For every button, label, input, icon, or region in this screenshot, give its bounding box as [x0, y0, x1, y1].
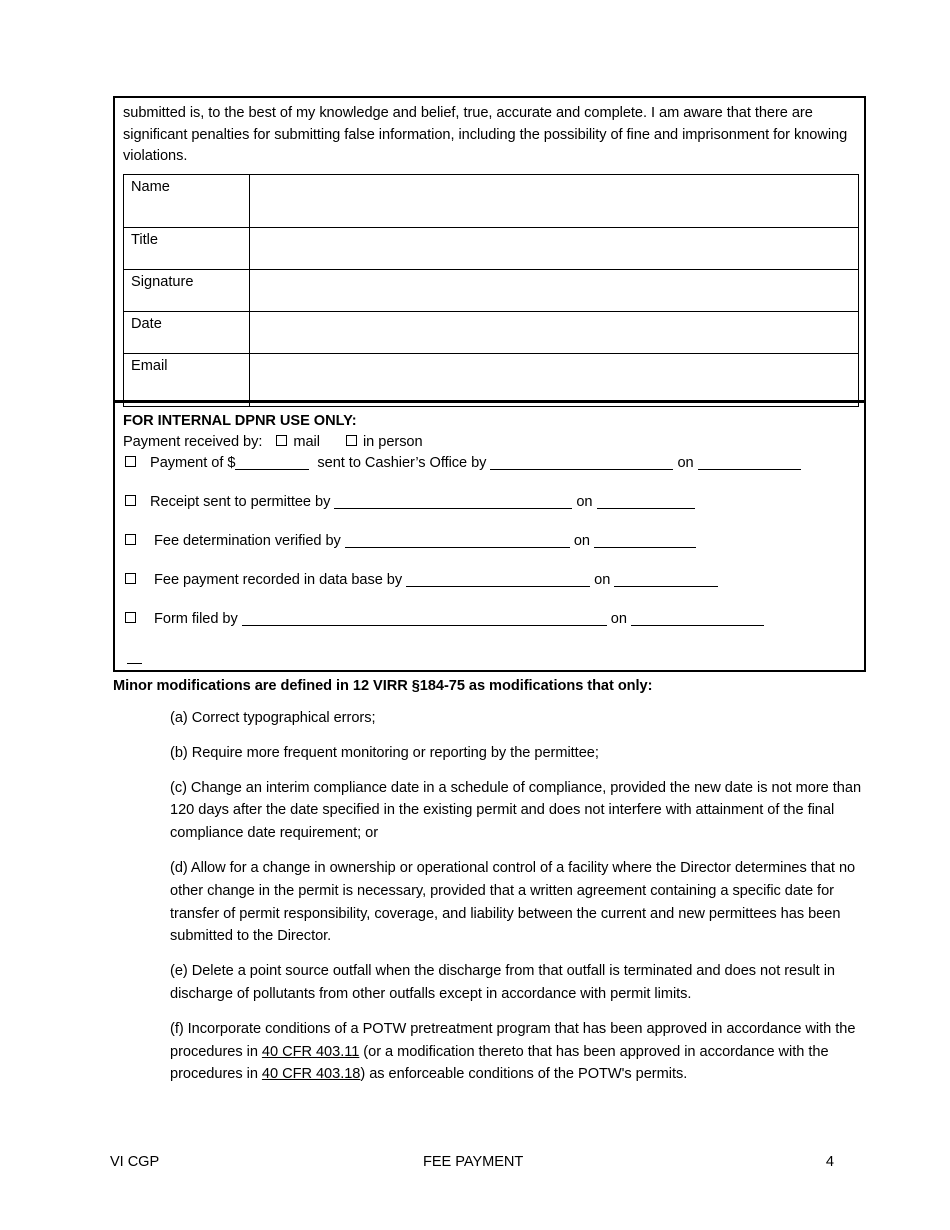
checkbox-receipt-sent[interactable] — [125, 495, 136, 506]
signature-row-label-date: Date — [124, 311, 250, 353]
payment-amount-blank[interactable] — [235, 456, 309, 470]
certification-box — [113, 96, 866, 413]
checkbox-received-in-person[interactable] — [346, 435, 357, 446]
fee-recorded-prefix: Fee payment recorded in data base by — [154, 572, 403, 588]
fee-determination-on-label: on — [573, 533, 590, 549]
item-f-part1: (f) Incorporate conditions of a POTW pretreatment program that has been approved in accordance with the procedures in — [170, 1020, 856, 1060]
form-filed-by-blank[interactable] — [242, 612, 607, 626]
table-row — [124, 227, 859, 269]
signature-row-value-signature[interactable] — [250, 269, 859, 311]
footer-left-label: VI CGP — [110, 1154, 160, 1170]
form-filed-date-blank[interactable] — [631, 612, 764, 626]
receipt-sent-date-blank[interactable] — [597, 495, 695, 509]
signature-row-label-signature: Signature — [124, 269, 250, 311]
payment-sent-line — [123, 453, 864, 474]
signature-row-label-email: Email — [124, 353, 250, 406]
fee-recorded-by-blank[interactable] — [406, 573, 590, 587]
signature-table — [123, 174, 859, 407]
minor-modification-item-b: (b) Require more frequent monitoring or reporting by the permittee; — [170, 744, 599, 761]
checkbox-payment-sent[interactable] — [125, 456, 136, 467]
certification-paragraph: submitted is, to the best of my knowledge and belief, true, accurate and complete. I am aware that there are significant penalties for submitting false information, including the possibility of fine and imprisonment for knowing violations. — [123, 105, 848, 164]
minor-modifications-section — [113, 676, 865, 1086]
minor-modification-item-a: (a) Correct typographical errors; — [170, 710, 376, 726]
receipt-sent-prefix: Receipt sent to permittee by — [150, 494, 331, 510]
payment-sent-by-blank[interactable] — [490, 456, 673, 470]
internal-use-title: FOR INTERNAL DPNR USE ONLY: — [123, 413, 357, 429]
minor-modification-item-c: (c) Change an interim compliance date in a schedule of compliance, provided the new date is not more than 120 days after the date specified in the existing permit and does not interfere with attainment of the final compliance date requirement; or — [170, 779, 862, 842]
table-row — [124, 353, 859, 406]
fee-recorded-date-blank[interactable] — [614, 573, 718, 587]
signature-row-value-name[interactable] — [250, 174, 859, 227]
internal-dpnr-use-box — [113, 400, 866, 672]
fee-recorded-line — [123, 570, 864, 591]
payment-sent-date-blank[interactable] — [698, 456, 801, 470]
checkbox-fee-determination[interactable] — [125, 534, 136, 545]
payment-sent-prefix: Payment of $ — [150, 455, 236, 471]
table-row — [124, 269, 859, 311]
item-f-part3: ) as enforceable conditions of the POTW's permits. — [360, 1066, 688, 1083]
fee-recorded-on-label: on — [594, 572, 611, 588]
link-40-cfr-403-11[interactable]: 40 CFR 403.11 — [261, 1043, 360, 1060]
receipt-sent-by-blank[interactable] — [334, 495, 572, 509]
form-filed-line — [123, 609, 864, 630]
payment-sent-mid: sent to Cashier’s Office by — [317, 455, 487, 471]
signature-row-value-title[interactable] — [250, 227, 859, 269]
table-row — [124, 311, 859, 353]
fee-determination-by-blank[interactable] — [345, 534, 570, 548]
form-filed-on-label: on — [610, 611, 627, 627]
payment-received-line — [123, 432, 864, 453]
receipt-sent-on-label: on — [576, 494, 593, 510]
form-filed-prefix: Form filed by — [154, 611, 238, 627]
minor-modification-item-d: (d) Allow for a change in ownership or operational control of a facility where the Director determines that no other change in the permit is necessary, provided that a written agreement containing a specific date for transfer of permit responsibility, coverage, and liability between the current and new permittees has been submitted to the Director. — [170, 859, 856, 945]
receipt-sent-line — [123, 492, 864, 513]
signature-row-label-name: Name — [124, 174, 250, 227]
checkbox-form-filed[interactable] — [125, 612, 136, 623]
checkbox-received-mail[interactable] — [276, 435, 287, 446]
footer-center-label: FEE PAYMENT — [423, 1154, 524, 1170]
minor-modifications-heading: Minor modifications are defined in 12 VIRR §184-75 as modifications that only: — [113, 678, 653, 694]
minor-modification-item-f — [113, 1018, 865, 1086]
label-received-mail: mail — [293, 434, 320, 450]
table-row — [124, 174, 859, 227]
signature-row-value-date[interactable] — [250, 311, 859, 353]
label-received-in-person: in person — [362, 434, 423, 450]
stray-underscore-mark — [127, 663, 142, 664]
checkbox-fee-recorded[interactable] — [125, 573, 136, 584]
fee-determination-date-blank[interactable] — [594, 534, 696, 548]
footer-page-number: 4 — [825, 1154, 834, 1170]
fee-determination-line — [123, 531, 864, 552]
link-40-cfr-403-18[interactable]: 40 CFR 403.18 — [261, 1066, 361, 1083]
fee-determination-prefix: Fee determination verified by — [154, 533, 341, 549]
minor-modification-item-e: (e) Delete a point source outfall when the discharge from that outfall is terminated and does not result in discharge of pollutants from other outfalls except in accordance with permit limits. — [170, 963, 835, 1002]
item-f-part2: (or a modification thereto that has been approved in accordance with the procedures in — [170, 1043, 829, 1083]
signature-row-value-email[interactable] — [250, 353, 859, 406]
payment-received-label: Payment received by: — [123, 434, 263, 450]
signature-row-label-title: Title — [124, 227, 250, 269]
payment-sent-on-label: on — [677, 455, 694, 471]
